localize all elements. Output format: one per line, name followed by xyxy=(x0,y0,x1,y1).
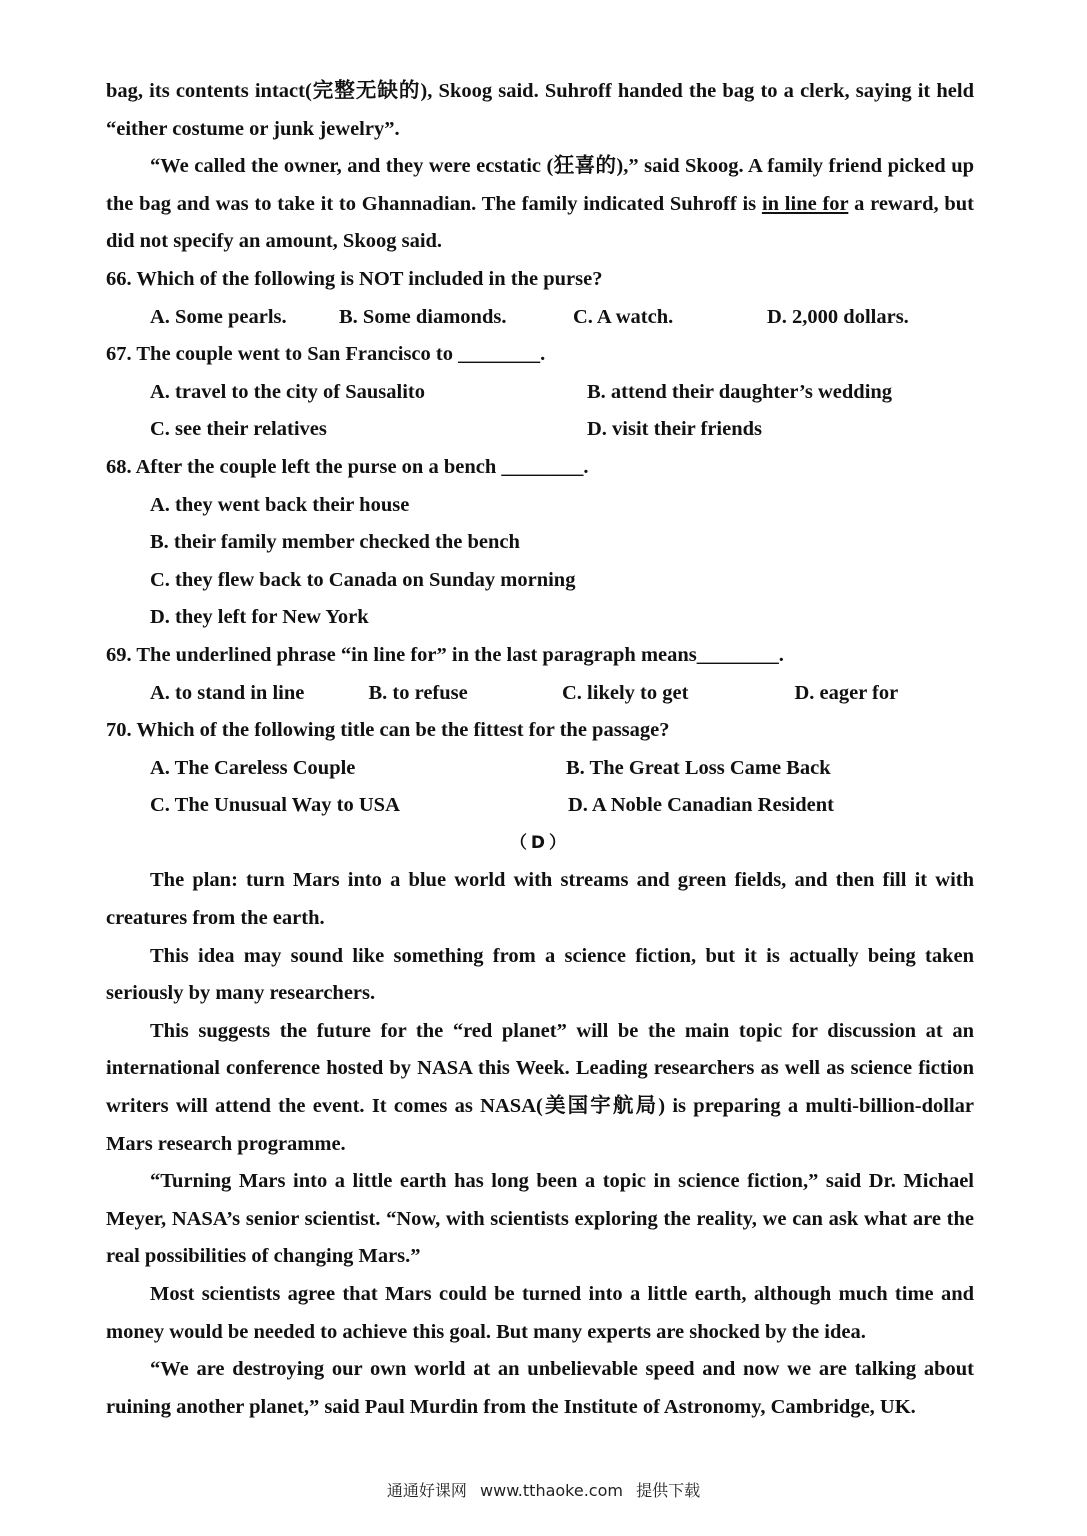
question-67-stem: 67. The couple went to San Francisco to ________. xyxy=(106,343,546,366)
question-66-options xyxy=(150,299,974,337)
footer-suffix: 提供下载 xyxy=(636,1481,701,1500)
passage-c-continuation: bag, its contents intact(完整无缺的), Skoog said. Suhroff handed the bag to a clerk, saying it held “either costume or junk jewelry”. xyxy=(106,80,974,140)
question-70-options-row1 xyxy=(150,750,974,788)
section-d-paragraph: Most scientists agree that Mars could be turned into a little earth, although much time and money would be needed to achieve this goal. But many experts are shocked by the idea. xyxy=(106,1283,974,1343)
section-d-heading: （D） xyxy=(509,832,571,853)
option-c: C. they flew back to Canada on Sunday morning xyxy=(150,568,576,591)
option-a: A. Some pearls. xyxy=(150,305,287,328)
option-a: A. to stand in line xyxy=(150,681,305,704)
option-c: C. A watch. xyxy=(573,305,674,328)
option-b: B. to refuse xyxy=(368,681,468,704)
footer-url[interactable]: www.tthaoke.com xyxy=(480,1481,623,1500)
option-b: B. The Great Loss Came Back xyxy=(566,756,831,779)
option-b: B. their family member checked the bench xyxy=(150,531,520,554)
passage-c-text-before: “We called the owner, and they were ecstatic (狂喜的),” said Skoog. A family friend picked up the bag and was to take it to Ghannadian. The family indicated Suhroff is xyxy=(106,155,974,215)
option-a: A. they went back their house xyxy=(150,493,410,516)
section-d-paragraph: “We are destroying our own world at an unbelievable speed and now we are talking about ruining another planet,” said Paul Murdin from the Institute of Astronomy, Cambridge, UK. xyxy=(106,1358,974,1418)
question-69-stem: 69. The underlined phrase “in line for” in the last paragraph means________. xyxy=(106,643,784,666)
section-d-paragraph: The plan: turn Mars into a blue world with streams and green fields, and then fill it with creatures from the earth. xyxy=(106,869,974,930)
option-c: C. likely to get xyxy=(562,681,689,704)
section-d-paragraph: This suggests the future for the “red planet” will be the main topic for discussion at an international conference hosted by NASA this Week. Leading researchers as well as science fiction writers will attend the event. It comes as NASA(美国宇航局) is preparing a multi-billion-dollar Mars research programme. xyxy=(106,1019,974,1155)
option-c: C. The Unusual Way to USA xyxy=(150,794,400,817)
option-d: D. A Noble Canadian Resident xyxy=(568,794,834,817)
option-d: D. they left for New York xyxy=(150,606,369,629)
option-a: A. The Careless Couple xyxy=(150,756,356,779)
section-d-paragraph: “Turning Mars into a little earth has long been a topic in science fiction,” said Dr. Michael Meyer, NASA’s senior scientist. “Now, with scientists exploring the reality, we can ask what are the real possibilities of changing Mars.” xyxy=(106,1170,974,1268)
page-content xyxy=(106,73,974,1426)
underlined-phrase: in line for xyxy=(761,192,849,215)
footer-site-name: 通通好课网 xyxy=(386,1481,467,1500)
option-d: D. eager for xyxy=(794,681,899,704)
question-66-stem: 66. Which of the following is NOT included in the purse? xyxy=(106,267,603,290)
passage-c-last-paragraph xyxy=(106,148,974,261)
question-68-stem: 68. After the couple left the purse on a bench ________. xyxy=(106,455,589,478)
question-67-options-row1 xyxy=(150,374,974,412)
passage-c-text-after: a reward, but did not specify an amount, Skoog said. xyxy=(106,192,975,253)
option-a: A. travel to the city of Sausalito xyxy=(150,380,425,403)
option-b: B. attend their daughter’s wedding xyxy=(587,380,893,403)
question-69-options xyxy=(150,675,974,713)
question-67-options-row2 xyxy=(150,411,974,449)
option-d: D. 2,000 dollars. xyxy=(767,305,909,328)
question-70-options-row2 xyxy=(150,787,974,825)
option-c: C. see their relatives xyxy=(150,418,327,441)
section-d-paragraph: This idea may sound like something from a science fiction, but it is actually being taken seriously by many researchers. xyxy=(106,944,974,1005)
page-footer xyxy=(0,1478,1087,1501)
question-70-stem: 70. Which of the following title can be the fittest for the passage? xyxy=(106,719,670,742)
option-b: B. Some diamonds. xyxy=(339,305,507,328)
option-d: D. visit their friends xyxy=(587,418,763,441)
